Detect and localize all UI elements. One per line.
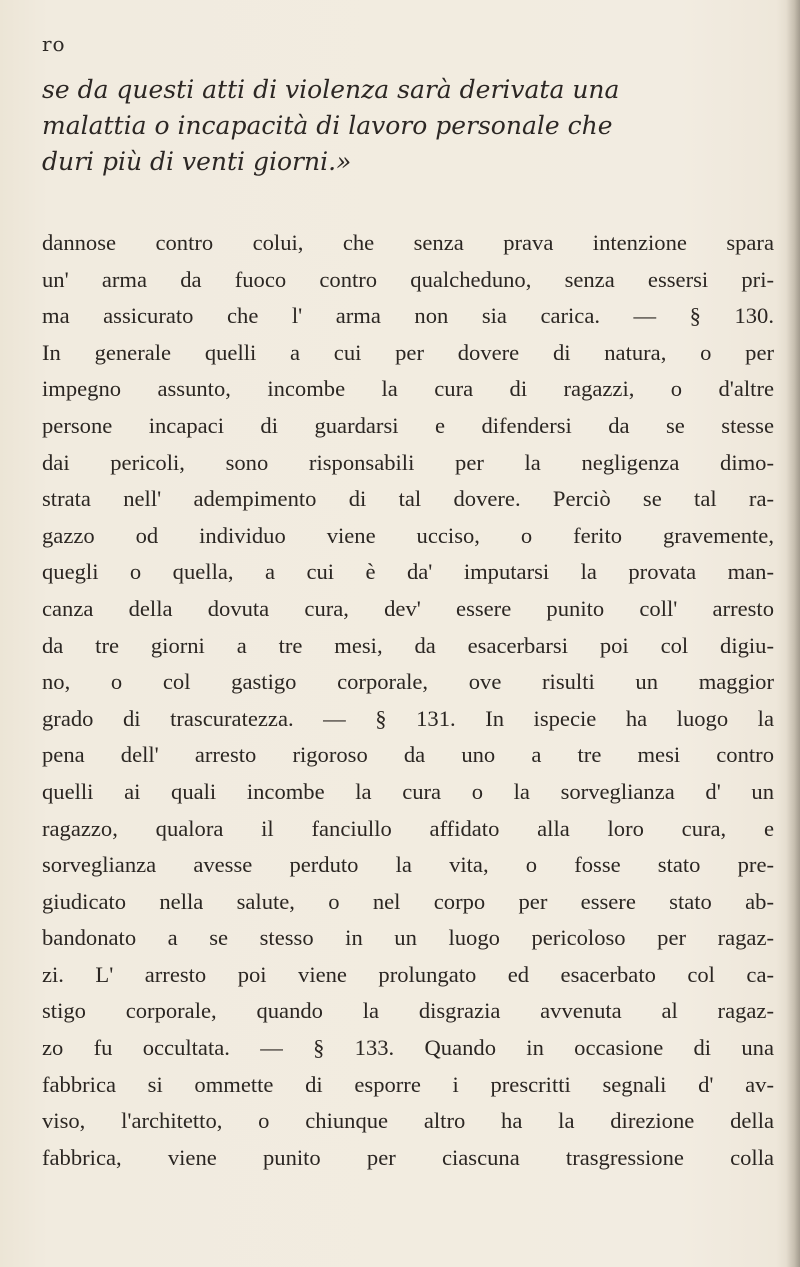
page-edge-shadow (786, 0, 800, 1267)
text-line: dannose contro colui, che senza prava intenzione spara (42, 230, 774, 255)
quotation-line: duri più di venti giorni.» (42, 147, 352, 176)
text-line: zi. L' arresto poi viene prolungato ed esacerbato col ca- (42, 961, 774, 987)
text-line: grado di trascuratezza. — § 131. In ispecie ha luogo la (42, 705, 774, 731)
text-line: impegno assunto, incombe la cura di ragazzi, o d'altre (42, 376, 774, 402)
text-line: zo fu occultata. — § 133. Quando in occasione di una (42, 1035, 774, 1061)
page-number: ro (42, 32, 66, 56)
text-line: strata nell' adempimento di tal dovere. Perciò se tal ra- (42, 486, 774, 512)
text-line: fabbrica, viene punito per ciascuna trasgressione colla (42, 1144, 774, 1170)
text-line: fabbrica si ommette di esporre i prescritti segnali d' av- (42, 1071, 774, 1097)
body-paragraph (42, 225, 774, 1176)
italic-quotation (42, 72, 770, 180)
quotation-line: se da questi atti di violenza sarà derivata una (42, 75, 620, 104)
text-line: gazzo od individuo viene ucciso, o ferito gravemente, (42, 522, 774, 548)
text-line: stigo corporale, quando la disgrazia avvenuta al ragaz- (42, 998, 774, 1024)
text-line: un' arma da fuoco contro qualcheduno, senza essersi pri- (42, 266, 774, 292)
text-line: bandonato a se stesso in un luogo pericoloso per ragaz- (42, 925, 774, 951)
text-line: ragazzo, qualora il fanciullo affidato alla loro cura, e (42, 815, 774, 841)
text-line: quelli ai quali incombe la cura o la sorveglianza d' un (42, 778, 774, 804)
text-line: no, o col gastigo corporale, ove risulti un maggior (42, 669, 774, 695)
text-line: dai pericoli, sono risponsabili per la negligenza dimo- (42, 449, 774, 475)
quotation-line: malattia o incapacità di lavoro personale che (42, 111, 613, 140)
text-line: pena dell' arresto rigoroso da uno a tre mesi contro (42, 742, 774, 768)
text-line: da tre giorni a tre mesi, da esacerbarsi poi col digiu- (42, 632, 774, 658)
text-line: canza della dovuta cura, dev' essere punito coll' arresto (42, 595, 774, 621)
text-line: ma assicurato che l' arma non sia carica. — § 130. (42, 303, 774, 329)
text-line: In generale quelli a cui per dovere di natura, o per (42, 339, 774, 365)
text-line: viso, l'architetto, o chiunque altro ha la direzione della (42, 1108, 774, 1134)
text-line: quegli o quella, a cui è da' imputarsi la provata man- (42, 559, 774, 585)
text-line: persone incapaci di guardarsi e difendersi da se stesse (42, 412, 774, 438)
text-line: giudicato nella salute, o nel corpo per essere stato ab- (42, 888, 774, 914)
text-line: sorveglianza avesse perduto la vita, o fosse stato pre- (42, 852, 774, 878)
